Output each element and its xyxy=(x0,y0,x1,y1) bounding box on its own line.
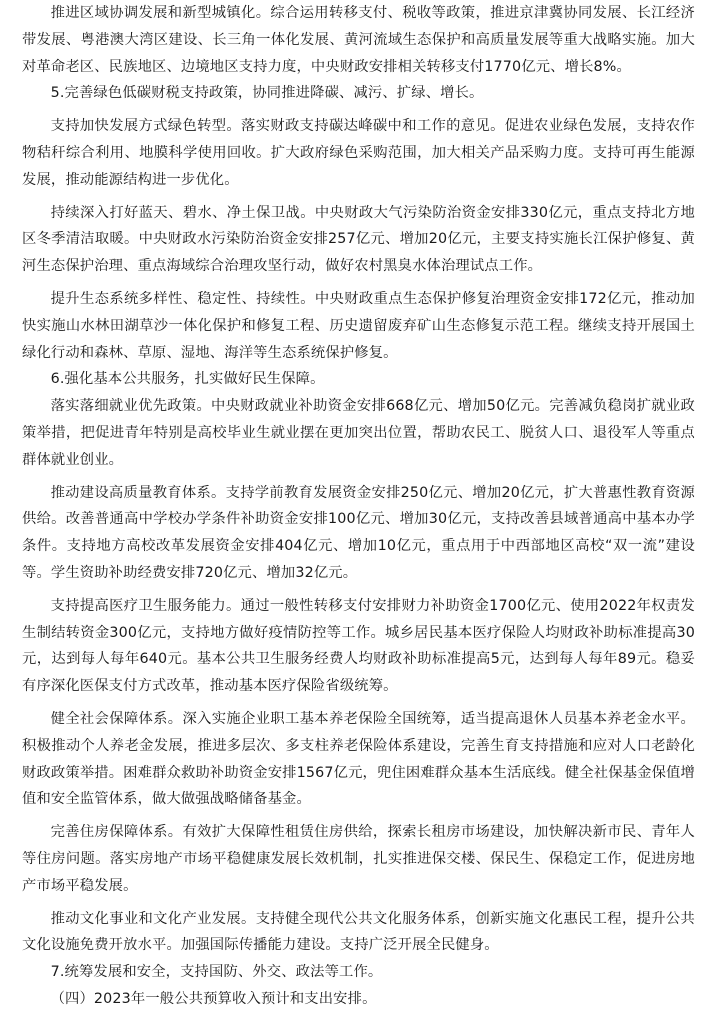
section-heading-budget-2023: （四）2023年一般公共预算收入预计和支出安排。 xyxy=(50,990,377,1007)
section-heading-security: 7.统筹发展和安全，支持国防、外交、政法等工作。 xyxy=(50,964,383,981)
paragraph-ecosystem: 提升生态系统多样性、稳定性、持续性。中央财政重点生态保护修复治理资金安排172亿元，推动加快实施山水林田湖草沙一体化保护和修复工程、历史遗留废弃矿山生态修复示范工程。继续支持开展国土绿化行动和森林、草原、湿地、海洋等生态系统保护修复。 xyxy=(22,290,695,361)
section-heading-green-tax: 5.完善绿色低碳财税支持政策，协同推进降碳、减污、扩绿、增长。 xyxy=(50,85,484,102)
paragraph-social-security: 健全社会保障体系。深入实施企业职工基本养老保险全国统筹，适当提高退休人员基本养老金水平。积极推动个人养老金发展，推进多层次、多支柱养老保险体系建设，完善生育支持措施和应对人口老龄化财政政策举措。困难群众救助补助资金安排1567亿元，兜住困难群众基本生活底线。健全社保基金保值增值和安全监管体系，做大做强战略储备基金。 xyxy=(22,710,695,808)
paragraph-green-transition: 支持加快发展方式绿色转型。落实财政支持碳达峰碳中和工作的意见。促进农业绿色发展，支持农作物秸秆综合利用、地膜科学使用回收。扩大政府绿色采购范围，加大相关产品采购力度。支持可再生能源发展，推动能源结构进一步优化。 xyxy=(22,118,695,188)
paragraph-healthcare: 支持提高医疗卫生服务能力。通过一般性转移支付安排财力补助资金1700亿元、使用2022年权责发生制结转资金300亿元，支持地方做好疫情防控等工作。城乡居民基本医疗保险人均财政补助标准提高30元，达到每人每年640元。基本公共卫生服务经费人均财政补助标准提高5元，达到每人每年89元。稳妥有序深化医保支付方式改革，推动基本医疗保险省级统筹。 xyxy=(22,597,695,695)
paragraph-employment: 落实落细就业优先政策。中央财政就业补助资金安排668亿元、增加50亿元。完善减负稳岗扩就业政策举措，把促进青年特别是高校毕业生就业摆在更加突出位置，帮助农民工、脱贫人口、退役军人等重点群体就业创业。 xyxy=(22,398,695,468)
paragraph-regional-development: 推进区域协调发展和新型城镇化。综合运用转移支付、税收等政策，推进京津冀协同发展、长江经济带发展、粤港澳大湾区建设、长三角一体化发展、黄河流域生态保护和高质量发展等重大战略实施。加大对革命老区、民族地区、边境地区支持力度，中央财政安排相关转移支付1770亿元、增长8%。 xyxy=(22,5,695,75)
paragraph-education: 推动建设高质量教育体系。支持学前教育发展资金安排250亿元、增加20亿元，扩大普惠性教育资源供给。改善普通高中学校办学条件补助资金安排100亿元、增加30亿元，支持改善县域普通高中基本办学条件。支持地方高校改革发展资金安排404亿元、增加10亿元，重点用于中西部地区高校“双一流”建设等。学生资助补助经费安排720亿元、增加32亿元。 xyxy=(22,484,695,581)
section-heading-public-services: 6.强化基本公共服务，扎实做好民生保障。 xyxy=(50,371,325,388)
paragraph-housing: 完善住房保障体系。有效扩大保障性租赁住房供给，探索长租房市场建设，加快解决新市民、青年人等住房问题。落实房地产市场平稳健康发展长效机制，扎实推进保交楼、保民生、保稳定工作，促进房地产市场平稳发展。 xyxy=(22,824,695,894)
paragraph-pollution-control: 持续深入打好蓝天、碧水、净土保卫战。中央财政大气污染防治资金安排330亿元，重点支持北方地区冬季清洁取暖。中央财政水污染防治资金安排257亿元、增加20亿元，主要支持实施长江保护修复、黄河生态保护治理、重点海域综合治理攻坚行动，做好农村黑臭水体治理试点工作。 xyxy=(22,204,695,275)
paragraph-culture: 推动文化事业和文化产业发展。支持健全现代公共文化服务体系，创新实施文化惠民工程，提升公共文化设施免费开放水平。加强国际传播能力建设。支持广泛开展全民健身。 xyxy=(22,910,695,954)
